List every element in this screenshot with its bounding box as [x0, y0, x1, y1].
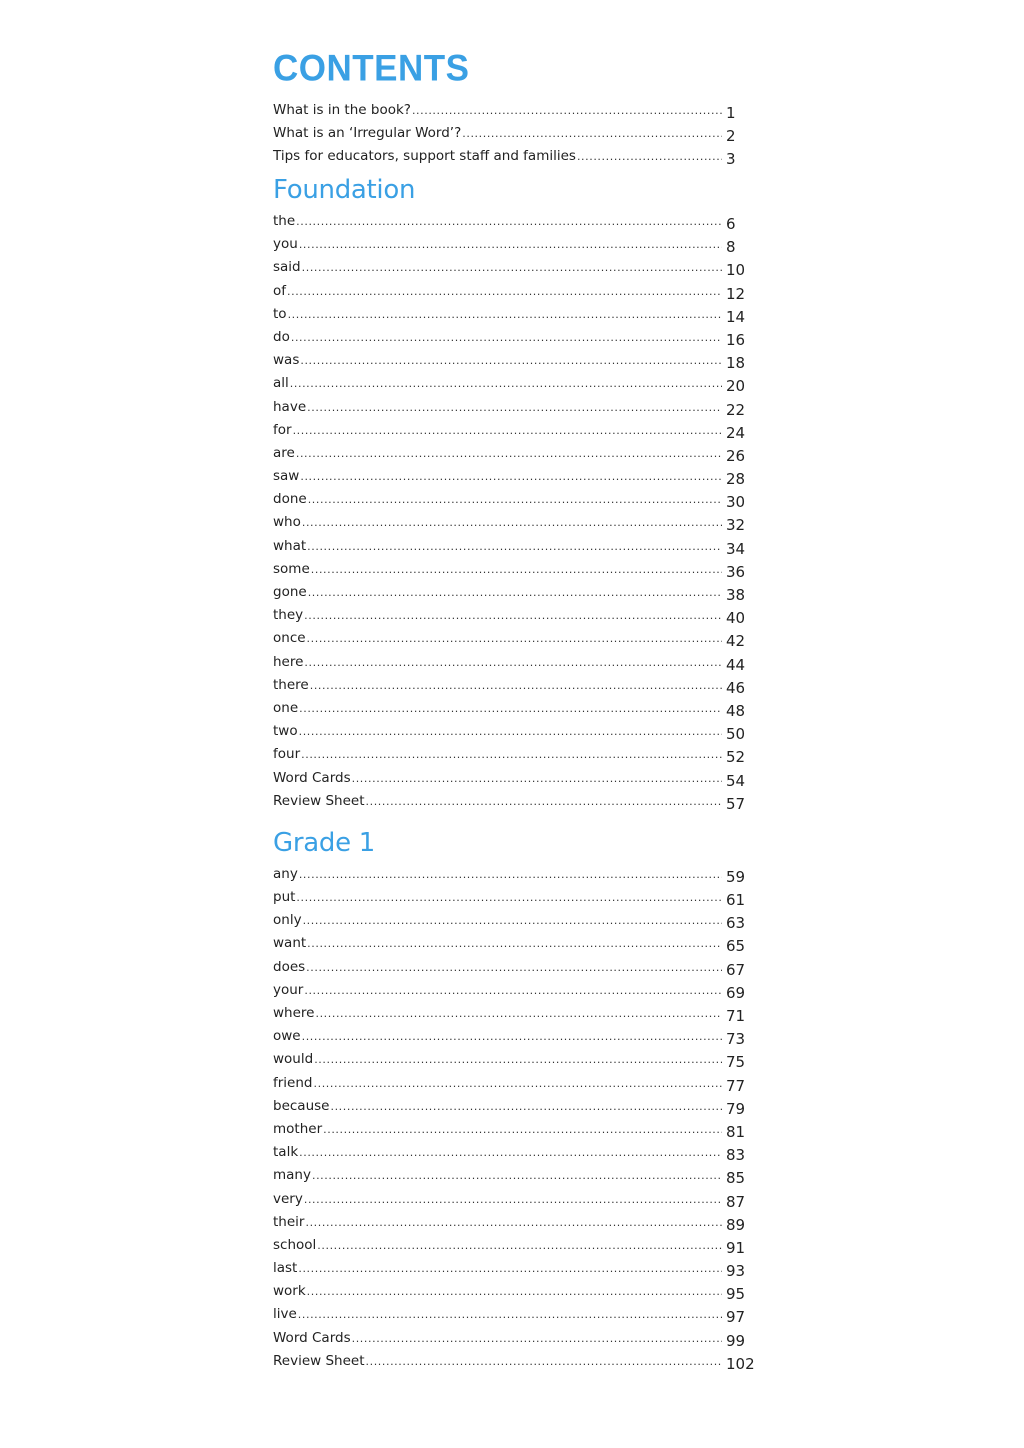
dot-leader	[352, 767, 722, 790]
toc-entry-label: here	[273, 653, 304, 670]
dot-leader	[301, 743, 722, 766]
toc-entry-label: because	[273, 1097, 330, 1114]
toc-entry-label: only	[273, 912, 302, 929]
toc-entry-label: have	[273, 398, 307, 415]
toc-entry-page: 93	[726, 1262, 746, 1281]
dot-leader	[307, 535, 722, 558]
toc-entry[interactable]	[273, 719, 758, 742]
dot-leader	[290, 372, 722, 395]
toc-entry-label: What is an ‘Irregular Word’?	[273, 125, 462, 141]
page-title: CONTENTS	[273, 48, 470, 89]
toc-entry-label: friend	[273, 1074, 313, 1091]
toc-entry-label: who	[273, 514, 301, 531]
toc-entry[interactable]	[273, 1117, 758, 1140]
dot-leader	[299, 1141, 722, 1164]
toc-entry[interactable]	[273, 371, 758, 394]
toc-entry-page: 52	[726, 748, 746, 767]
toc-entry[interactable]	[273, 487, 758, 510]
toc-entry-page: 16	[726, 330, 746, 349]
toc-entry-label: where	[273, 1005, 315, 1021]
toc-entry[interactable]	[273, 395, 758, 418]
toc-entry-page: 59	[726, 867, 746, 886]
toc-entry-label: would	[273, 1051, 314, 1068]
toc-entry[interactable]	[273, 1001, 758, 1024]
toc-entry[interactable]	[273, 885, 758, 908]
toc-entry-page: 81	[726, 1122, 746, 1141]
toc-entry[interactable]	[273, 1047, 758, 1070]
toc-entry-label: owe	[273, 1028, 301, 1045]
toc-entry-page: 79	[726, 1099, 746, 1118]
dot-leader	[323, 1118, 722, 1141]
toc-entry-page: 26	[726, 446, 746, 465]
toc-entry[interactable]	[273, 1024, 758, 1047]
toc-entry-label: was	[273, 352, 300, 369]
toc-entry-page: 73	[726, 1030, 746, 1049]
section-title: Foundation	[273, 175, 416, 205]
toc-entry-page: 54	[726, 771, 746, 790]
toc-entry-page: 34	[726, 539, 746, 558]
toc-entry-page: 14	[726, 307, 746, 326]
toc-entry-page: 30	[726, 493, 746, 512]
dot-leader	[288, 303, 722, 326]
toc-entry[interactable]	[273, 1140, 758, 1163]
toc-entry-page: 50	[726, 725, 746, 744]
dot-leader	[308, 488, 722, 511]
toc-entry-page: 91	[726, 1238, 746, 1257]
toc-entry[interactable]	[273, 1256, 758, 1279]
toc-entry-label: their	[273, 1213, 305, 1230]
toc-entry-page: 69	[726, 983, 746, 1002]
toc-entry-label: are	[273, 444, 295, 461]
toc-entry-page: 77	[726, 1076, 746, 1095]
toc-entry-label: two	[273, 723, 298, 740]
toc-entry-label: school	[273, 1236, 317, 1253]
toc-entry-label: one	[273, 699, 299, 716]
toc-entry-label: for	[273, 421, 292, 438]
toc-entry[interactable]	[273, 1279, 758, 1302]
toc-entry[interactable]	[273, 978, 758, 1001]
dot-leader	[307, 932, 722, 955]
toc-entry[interactable]	[273, 1210, 758, 1233]
section-grade-1	[273, 826, 758, 1372]
toc-entry-label: of	[273, 282, 287, 299]
dot-leader	[296, 442, 722, 465]
toc-entry[interactable]	[273, 580, 758, 603]
toc-entry[interactable]	[273, 626, 758, 649]
toc-entry[interactable]	[273, 279, 758, 302]
toc-entry-page: 28	[726, 470, 746, 489]
toc-entry-label: Word Cards	[273, 769, 351, 786]
toc-entry-label: saw	[273, 468, 300, 485]
toc-entry-page: 10	[726, 261, 746, 280]
toc-entry-page: 44	[726, 655, 746, 674]
toc-entry-label: any	[273, 865, 298, 882]
dot-leader	[302, 511, 722, 534]
toc-entry[interactable]	[273, 603, 758, 626]
dot-leader	[307, 627, 722, 650]
dot-leader	[299, 863, 722, 886]
dot-leader	[352, 1327, 722, 1350]
toc-entry-page: 20	[726, 377, 746, 396]
toc-entry[interactable]	[273, 1233, 758, 1256]
dot-leader	[311, 558, 722, 581]
toc-entry[interactable]	[273, 673, 758, 696]
toc-entry-label: Tips for educators, support staff and families	[273, 148, 576, 164]
toc-entry-page: 83	[726, 1146, 746, 1165]
dot-leader	[304, 651, 722, 674]
dot-leader	[287, 280, 722, 303]
dot-leader	[304, 1188, 722, 1211]
toc-entry-page: 12	[726, 284, 746, 303]
toc-entry-label: many	[273, 1167, 311, 1184]
toc-entry-page: 42	[726, 632, 746, 651]
toc-entry-page: 67	[726, 960, 746, 979]
toc-entry-page: 97	[726, 1308, 746, 1327]
toc-entry[interactable]	[273, 418, 758, 441]
toc-entry[interactable]	[273, 931, 758, 954]
toc-entry-page: 102	[726, 1354, 755, 1373]
toc-entry-label: last	[273, 1260, 298, 1277]
toc-entry[interactable]	[273, 1163, 758, 1186]
toc-entry-page: 99	[726, 1331, 746, 1350]
toc-entry-label: the	[273, 213, 296, 229]
toc-entry[interactable]	[273, 789, 758, 812]
dot-leader	[315, 1002, 722, 1025]
dot-leader	[307, 396, 722, 419]
toc-entry-label: there	[273, 676, 309, 693]
toc-entry[interactable]	[273, 144, 758, 167]
dot-leader	[299, 233, 722, 256]
toc-entry-label: gone	[273, 584, 307, 600]
toc-entry[interactable]	[273, 255, 758, 278]
toc-entry[interactable]	[273, 441, 758, 464]
dot-leader	[305, 1211, 722, 1234]
toc-entry-page: 46	[726, 678, 746, 697]
toc-entry-label: some	[273, 560, 310, 577]
dot-leader	[462, 122, 722, 145]
toc-entry-label: Word Cards	[273, 1329, 351, 1346]
toc-entry-label: mother	[273, 1120, 323, 1137]
dot-leader	[302, 1025, 722, 1048]
toc-entry-label: said	[273, 259, 301, 276]
dot-leader	[366, 1350, 723, 1373]
toc-entry-page: 87	[726, 1192, 746, 1211]
section-title: Grade 1	[273, 827, 375, 858]
toc-entry-label: live	[273, 1306, 297, 1323]
toc-entry[interactable]	[273, 121, 758, 144]
toc-entry-page: 71	[726, 1007, 746, 1025]
dot-leader	[304, 604, 722, 627]
toc-entry-page: 1	[726, 104, 736, 122]
toc-entry-page: 75	[726, 1053, 746, 1072]
toc-entry-page: 3	[726, 150, 736, 168]
toc-entry-page: 2	[726, 127, 736, 145]
toc-entry[interactable]	[273, 862, 758, 885]
section-foundation	[273, 173, 758, 812]
toc-entry-label: done	[273, 491, 307, 508]
toc-entry-page: 57	[726, 794, 746, 813]
dot-leader	[300, 465, 722, 488]
dot-leader	[314, 1072, 723, 1095]
toc-entry[interactable]	[273, 557, 758, 580]
dot-leader	[366, 790, 723, 813]
toc-entry[interactable]	[273, 534, 758, 557]
dot-leader	[291, 326, 722, 349]
toc-entry[interactable]	[273, 696, 758, 719]
toc-entry-label: once	[273, 630, 306, 647]
toc-entry-page: 38	[726, 586, 746, 604]
toc-entry-page: 63	[726, 914, 746, 933]
dot-leader	[317, 1234, 722, 1257]
dot-leader	[412, 99, 722, 122]
toc-entry-page: 95	[726, 1285, 746, 1304]
dot-leader	[308, 581, 722, 604]
toc-entry-page: 65	[726, 937, 746, 956]
toc-entry-page: 22	[726, 400, 746, 419]
toc-entry-label: do	[273, 328, 290, 345]
toc-entry[interactable]	[273, 955, 758, 978]
toc-entry-page: 32	[726, 516, 746, 535]
dot-leader	[296, 886, 722, 909]
dot-leader	[302, 256, 722, 279]
dot-leader	[310, 674, 722, 697]
dot-leader	[330, 1095, 722, 1118]
dot-leader	[300, 349, 722, 372]
dot-leader	[298, 1257, 722, 1280]
dot-leader	[296, 210, 722, 233]
toc-entry[interactable]	[273, 742, 758, 765]
dot-leader	[307, 1280, 722, 1303]
toc-entry-label: four	[273, 746, 301, 763]
dot-leader	[299, 720, 722, 743]
toc-entry-label: work	[273, 1283, 306, 1300]
toc-entry-page: 48	[726, 701, 746, 720]
toc-entry-label: Review Sheet	[273, 1352, 365, 1369]
toc-entry-label: does	[273, 958, 306, 975]
toc-entry-page: 36	[726, 562, 746, 581]
toc-entry-label: your	[273, 981, 304, 998]
toc-entry[interactable]	[273, 98, 758, 121]
toc-entry[interactable]	[273, 464, 758, 487]
toc-entry[interactable]	[273, 232, 758, 255]
toc-entry-page: 61	[726, 891, 746, 910]
toc-entry-page: 24	[726, 423, 746, 442]
toc-entry[interactable]	[273, 1187, 758, 1210]
toc-entry-label: to	[273, 305, 287, 322]
toc-entry-label: what	[273, 537, 307, 554]
toc-entry[interactable]	[273, 650, 758, 673]
toc-entry-page: 6	[726, 215, 736, 233]
intro-list	[273, 98, 758, 167]
toc-entry[interactable]	[273, 1302, 758, 1325]
toc-entry-label: put	[273, 889, 296, 906]
toc-entry-label: talk	[273, 1144, 299, 1161]
toc-entry[interactable]	[273, 302, 758, 325]
contents-page	[273, 48, 758, 1372]
toc-entry[interactable]	[273, 209, 758, 232]
toc-entry-label: all	[273, 375, 289, 392]
toc-entry-page: 40	[726, 609, 746, 628]
toc-entry-label: they	[273, 607, 304, 624]
toc-entry[interactable]	[273, 325, 758, 348]
dot-leader	[314, 1048, 722, 1071]
toc-entry[interactable]	[273, 766, 758, 789]
toc-entry[interactable]	[273, 1094, 758, 1117]
toc-entry-label: What is in the book?	[273, 102, 411, 118]
grade-1-list	[273, 862, 758, 1372]
foundation-list	[273, 209, 758, 812]
toc-entry-label: Review Sheet	[273, 792, 365, 809]
dot-leader	[293, 419, 722, 442]
toc-entry[interactable]	[273, 908, 758, 931]
dot-leader	[577, 145, 722, 168]
toc-entry[interactable]	[273, 1071, 758, 1094]
dot-leader	[304, 979, 722, 1002]
dot-leader	[299, 697, 722, 720]
toc-entry[interactable]	[273, 1326, 758, 1349]
toc-entry-label: you	[273, 236, 298, 253]
dot-leader	[298, 1303, 722, 1326]
toc-entry-page: 18	[726, 354, 746, 373]
toc-entry-label: very	[273, 1190, 303, 1207]
dot-leader	[312, 1164, 722, 1187]
dot-leader	[306, 956, 722, 979]
toc-entry-page: 8	[726, 238, 736, 257]
toc-entry-label: want	[273, 935, 307, 952]
toc-entry[interactable]	[273, 348, 758, 371]
toc-entry-page: 89	[726, 1215, 746, 1234]
dot-leader	[303, 909, 722, 932]
toc-entry[interactable]	[273, 1349, 758, 1372]
toc-entry[interactable]	[273, 510, 758, 533]
toc-entry-page: 85	[726, 1169, 746, 1188]
